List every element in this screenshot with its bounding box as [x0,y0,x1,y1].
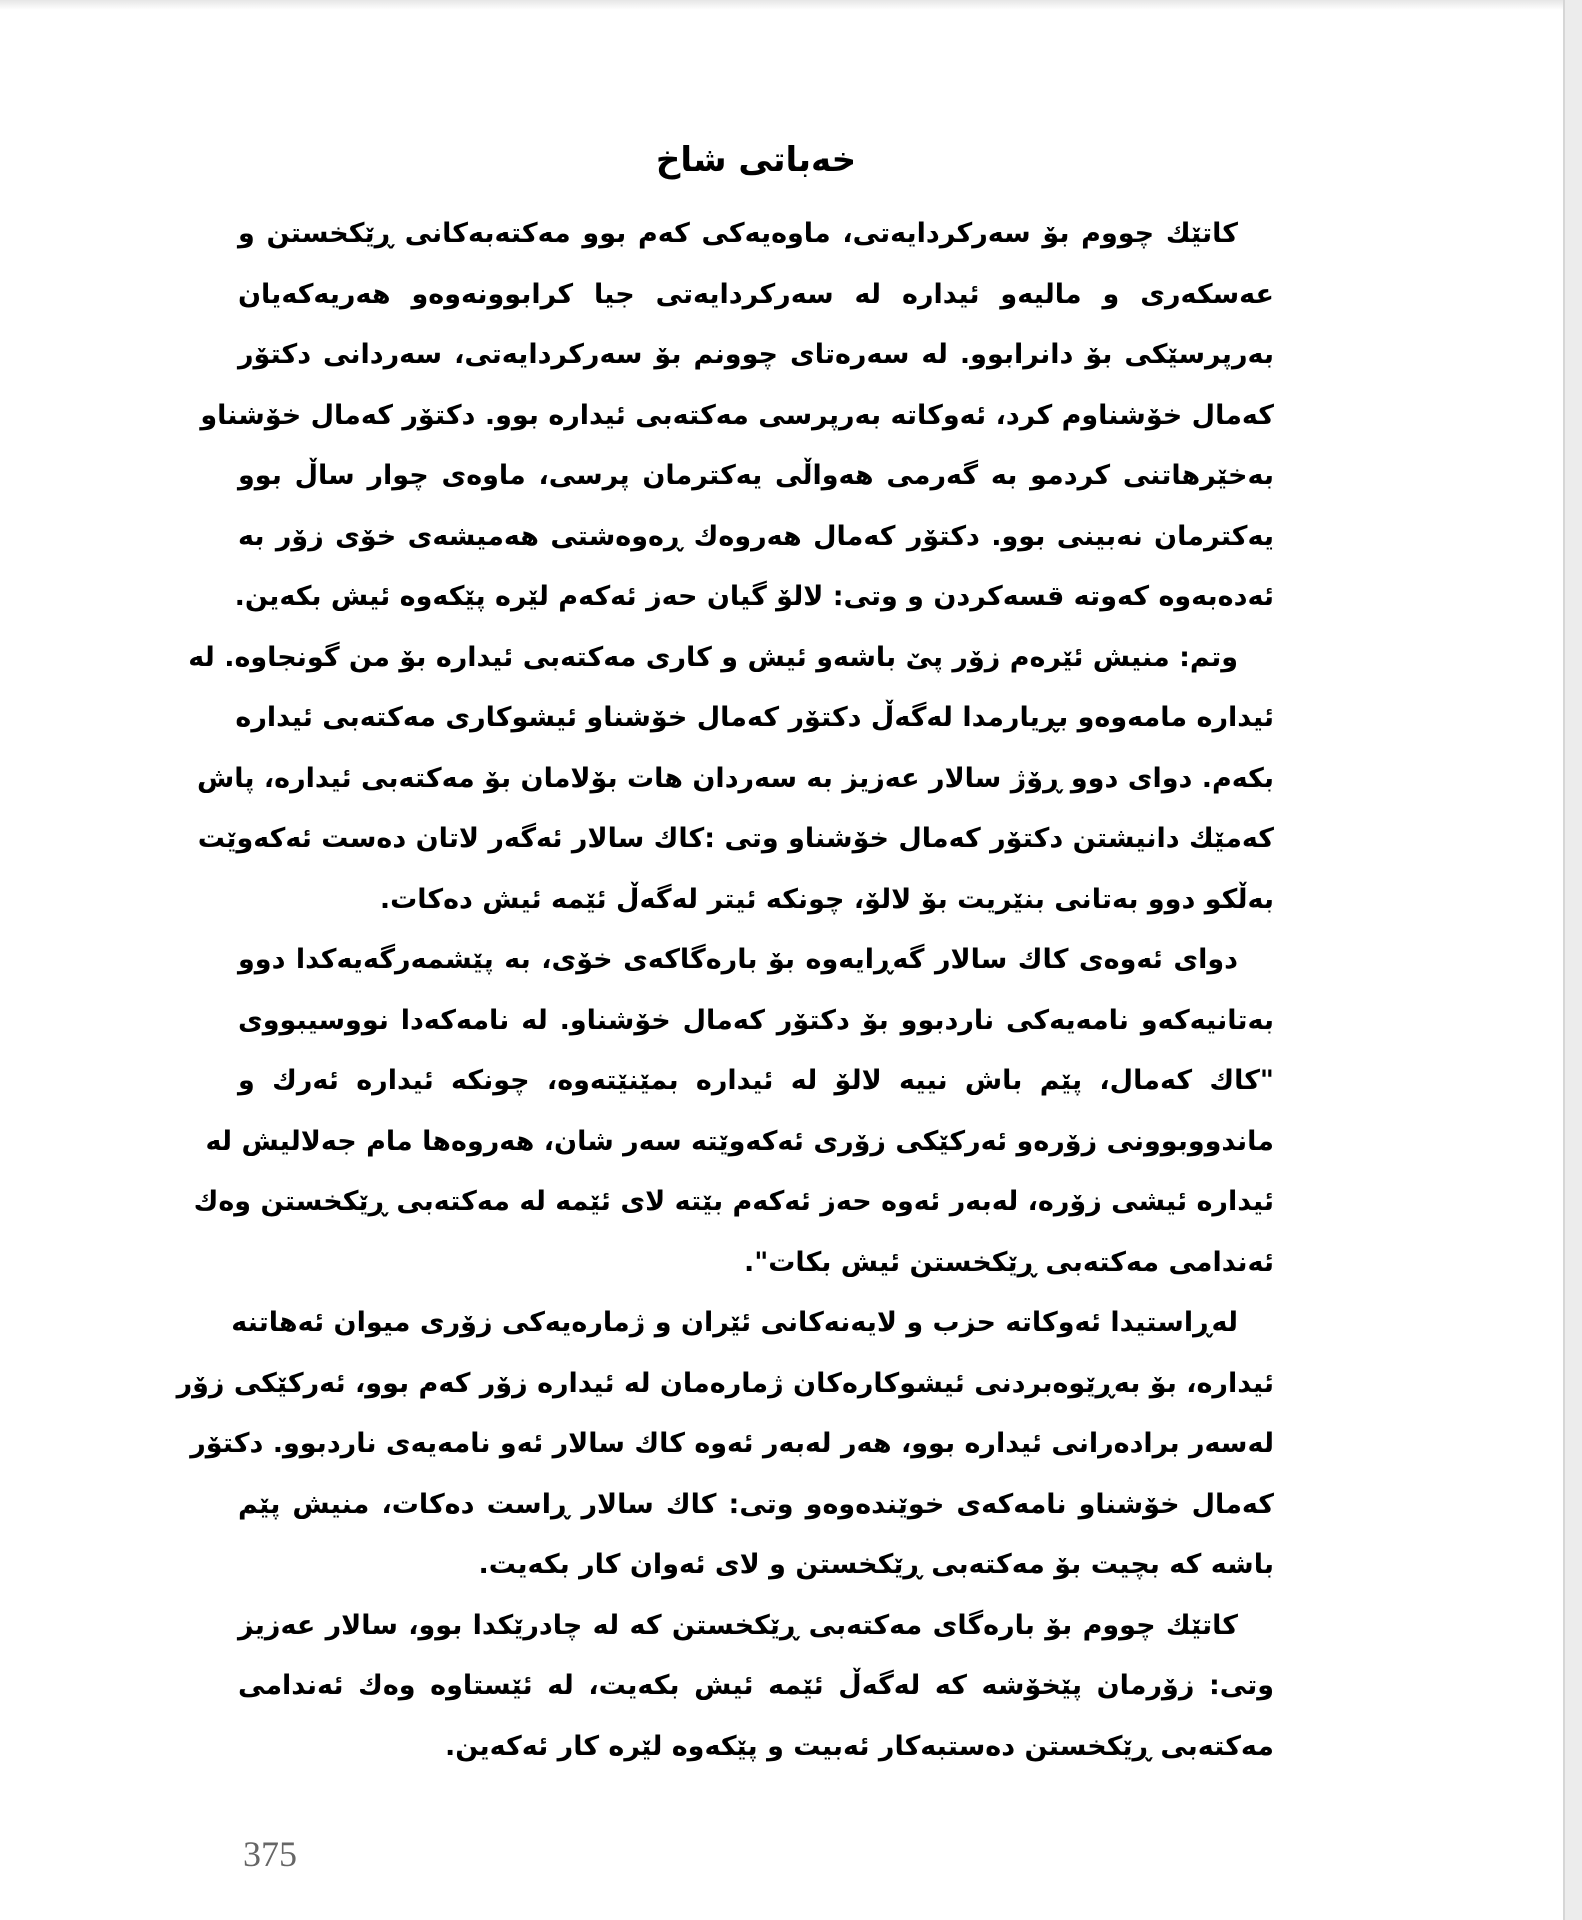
text-line: دوای ئەوەی کاك سالار گەڕایەوە بۆ بارەگاکەی خۆی، بە پێشمەرگەیەکدا دوو [238,944,1238,975]
paragraph [188,628,1274,931]
vertical-scrollbar[interactable] [1563,0,1582,1920]
page-number: 375 [243,1834,297,1874]
text-line: ئەندامی مەکتەبی ڕێکخستن ئیش بکات". [743,1246,1274,1278]
text-line: ئیدارە، بۆ بەڕێوەبردنی ئیشوکارەکان ژمارەمان لە ئیدارە زۆر کەم بوو، ئەرکێکی زۆر [176,1367,1274,1399]
paragraph [193,930,1274,1293]
text-line: بکەم. دوای دوو ڕۆژ سالار عەزیز بە سەردان هات بۆلامان بۆ مەکتەبی ئیدارە، پاش [196,762,1274,794]
text-line: ماندووبوونی زۆرەو ئەرکێکی زۆری ئەکەوێتە سەر شان، هەروەها مام جەلالیش لە [205,1125,1274,1157]
document-body [176,204,1274,1777]
paragraph [176,1293,1274,1596]
document-page [176,130,1274,1777]
text-line: کاتێك چووم بۆ بارەگای مەکتەبی ڕێکخستن کە لە چادرێکدا بوو، سالار عەزیز [238,1609,1238,1641]
text-line: کەمێك دانیشتن دکتۆر کەمال خۆشناو وتی :کاك سالار ئەگەر لاتان دەست ئەکەوێت [197,823,1274,854]
text-line: یەکترمان نەبینی بوو. دکتۆر کەمال هەروەك ڕەوەشتی هەمیشەی خۆی زۆر بە [238,520,1274,552]
viewer-top-shadow [0,0,1565,10]
page-title: خەباتی شاخ [655,140,857,180]
text-line: لەڕاستیدا ئەوکاتە حزب و لایەنەکانی ئێران و ژمارەیەکی زۆری میوان ئەهاتنە [231,1307,1238,1338]
text-line: ئیدارە مامەوەو بڕیارمدا لەگەڵ دکتۆر کەمال خۆشناو ئیشوکاری مەکتەبی ئیدارە [235,702,1274,733]
text-line: بەتانیەکەو نامەیەکی ناردبوو بۆ دکتۆر کەمال خۆشناو. لە نامەکەدا نووسیبووی [238,1004,1274,1036]
text-line: بەرپرسێکی بۆ دانرابوو. لە سەرەتای چوونم بۆ سەرکردایەتی، سەردانی دکتۆر [238,339,1274,370]
text-line: باشە کە بچیت بۆ مەکتەبی ڕێکخستن و لای ئەوان کار بکەیت. [478,1549,1274,1580]
text-line: کاتێك چووم بۆ سەرکردایەتی، ماوەیەکی کەم بوو مەکتەبەکانی ڕێکخستن و [238,218,1238,249]
paragraph [238,1596,1274,1778]
text-line: ئەدەبەوە کەوتە قسەکردن و وتی: لالۆ گیان حەز ئەکەم لێرە پێکەوە ئیش بکەین. [234,581,1274,612]
text-line: بەخێرهاتنی کردمو بە گەرمی هەواڵی یەکترمان پرسی، ماوەی چوار ساڵ بوو [238,460,1274,491]
text-line: ئیدارە ئیشی زۆرە، لەبەر ئەوە حەز ئەکەم بێتە لای ئێمە لە مەکتەبی ڕێکخستن وەك [193,1186,1274,1217]
text-line: عەسکەری و مالیەو ئیدارە لە سەرکردایەتی جیا کرابوونەوەو هەریەکەیان [238,278,1274,310]
text-line: بەڵکو دوو بەتانی بنێریت بۆ لالۆ، چونکە ئیتر لەگەڵ ئێمە ئیش دەکات. [379,883,1274,915]
text-line: وتم: منیش ئێرەم زۆر پێ باشەو ئیش و کاری مەکتەبی ئیدارە بۆ من گونجاوە. لە [188,641,1238,673]
text-line: کەمال خۆشناوم کرد، ئەوکاتە بەرپرسی مەکتەبی ئیدارە بوو. دکتۆر کەمال خۆشناو [200,399,1274,431]
text-line: لەسەر برادەرانی ئیدارە بوو، هەر لەبەر ئەوە کاك سالار ئەو نامەیەی ناردبوو. دکتۆر [190,1428,1274,1459]
paragraph [200,204,1274,628]
text-line: وتی: زۆرمان پێخۆشە کە لەگەڵ ئێمە ئیش بکەیت، لە ئێستاوە وەك ئەندامی [238,1670,1274,1701]
text-line: مەکتەبی ڕێکخستن دەستبەکار ئەبیت و پێکەوە لێرە کار ئەکەین. [444,1730,1274,1762]
text-line: "کاك کەمال، پێم باش نییە لالۆ لە ئیدارە بمێنێتەوە، چونکە ئیدارە ئەرك و [238,1065,1274,1096]
text-line: کەمال خۆشناو نامەکەی خوێندەوەو وتی: کاك سالار ڕاست دەکات، منیش پێم [238,1488,1274,1520]
